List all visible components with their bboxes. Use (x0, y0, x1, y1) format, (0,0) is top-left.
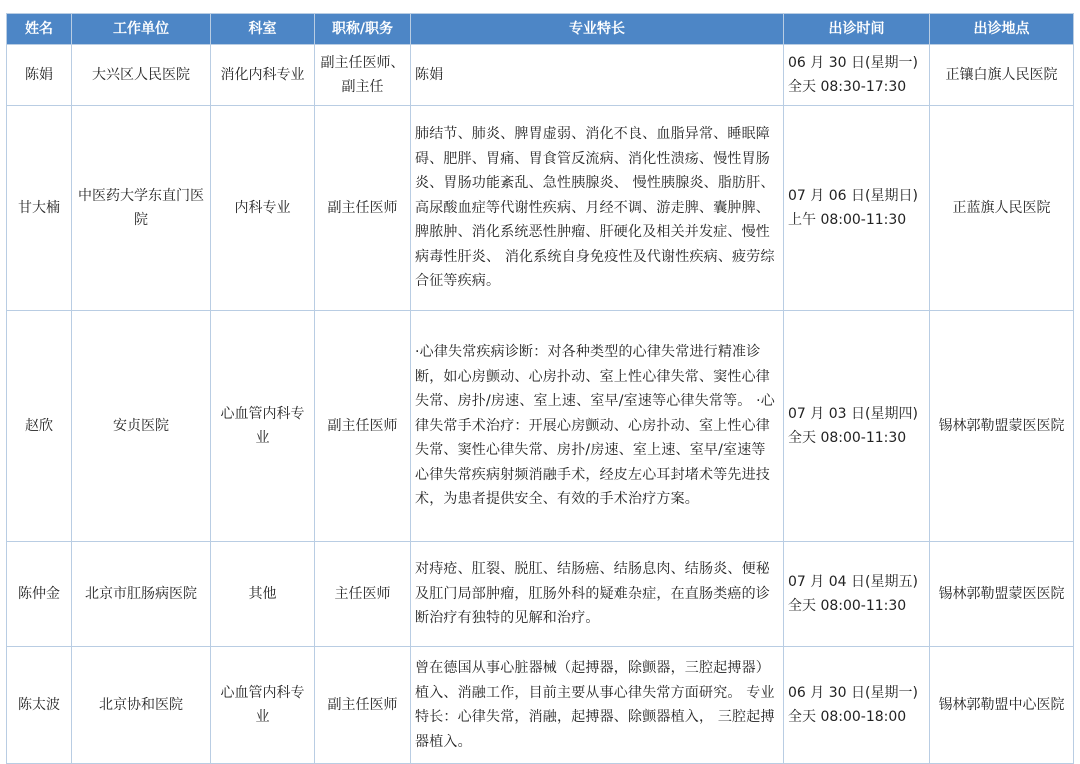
cell-hours: 全天 08:00-11:30 (788, 430, 907, 446)
cell-dept: 内科专业 (211, 106, 315, 311)
cell-hours: 全天 08:00-18:00 (788, 709, 907, 725)
cell-unit: 大兴区人民医院 (72, 45, 211, 106)
cell-hours: 全天 08:00-11:30 (788, 598, 907, 614)
cell-unit: 北京市肛肠病医院 (72, 542, 211, 647)
cell-unit: 中医药大学东直门医院 (72, 106, 211, 311)
cell-time (784, 311, 930, 542)
cell-title: 副主任医师 (315, 647, 411, 764)
header-dept: 科室 (211, 14, 315, 45)
cell-location: 正镶白旗人民医院 (930, 45, 1074, 106)
cell-unit: 北京协和医院 (72, 647, 211, 764)
cell-name: 赵欣 (7, 311, 72, 542)
header-unit: 工作单位 (72, 14, 211, 45)
header-title: 职称/职务 (315, 14, 411, 45)
cell-hours: 上午 08:00-11:30 (788, 212, 907, 228)
cell-specialty: 对痔疮、肛裂、脱肛、结肠癌、结肠息肉、结肠炎、便秘及肛门局部肿瘤，肛肠外科的疑难杂症，在直肠类癌的诊断治疗有独特的见解和治疗。 (411, 542, 784, 647)
cell-time (784, 106, 930, 311)
cell-location: 锡林郭勒盟中心医院 (930, 647, 1074, 764)
header-specialty: 专业特长 (411, 14, 784, 45)
cell-name: 甘大楠 (7, 106, 72, 311)
cell-dept: 心血管内科专业 (211, 311, 315, 542)
cell-name: 陈仲金 (7, 542, 72, 647)
cell-date: 06 月 30 日(星期一) (788, 54, 918, 71)
cell-specialty: 曾在德国从事心脏器械（起搏器，除颤器，三腔起搏器）植入、消融工作，目前主要从事心律失常方面研究。 专业特长：心律失常，消融，起搏器、除颤器植入， 三腔起搏器植入。 (411, 647, 784, 764)
cell-unit: 安贞医院 (72, 311, 211, 542)
cell-dept: 消化内科专业 (211, 45, 315, 106)
cell-dept: 心血管内科专业 (211, 647, 315, 764)
cell-location: 正蓝旗人民医院 (930, 106, 1074, 311)
cell-specialty: ·心律失常疾病诊断：对各种类型的心律失常进行精准诊断，如心房颤动、心房扑动、室上性心律失常、窦性心律失常、房扑/房速、室上速、室早/室速等心律失常等。 ·心律失常手术治疗：开展心房颤动、心房扑动、室上性心律失常、窦性心律失常、房扑/房速、室上速、室早/室速等心律失常疾病射频消融手术，经皮左心耳封堵术等先进技术，为患者提供安全、有效的手术治疗方案。 (411, 311, 784, 542)
table-row (7, 542, 1074, 647)
cell-name: 陈娟 (7, 45, 72, 106)
cell-hours: 全天 08:30-17:30 (788, 79, 907, 95)
cell-title: 副主任医师、副主任 (315, 45, 411, 106)
cell-date: 07 月 04 日(星期五) (788, 573, 918, 590)
table-row (7, 45, 1074, 106)
cell-title: 主任医师 (315, 542, 411, 647)
cell-time (784, 45, 930, 106)
table-row (7, 647, 1074, 764)
header-time: 出诊时间 (784, 14, 930, 45)
cell-location: 锡林郭勒盟蒙医医院 (930, 542, 1074, 647)
cell-time (784, 542, 930, 647)
cell-title: 副主任医师 (315, 106, 411, 311)
schedule-table-container (6, 13, 1073, 764)
cell-date: 07 月 06 日(星期日) (788, 187, 918, 204)
doctor-schedule-table (6, 13, 1074, 764)
cell-dept: 其他 (211, 542, 315, 647)
cell-specialty: 肺结节、肺炎、脾胃虚弱、消化不良、血脂异常、睡眠障碍、肥胖、胃痛、胃食管反流病、消化性溃疡、慢性胃肠炎、胃肠功能紊乱、急性胰腺炎、 慢性胰腺炎、脂肪肝、高尿酸血症等代谢性疾病、月经不调、游走脾、囊肿脾、 脾脓肿、消化系统恶性肿瘤、肝硬化及相关并发症、慢性病毒性肝炎、 消化系统自身免疫性及代谢性疾病、疲劳综合征等疾病。 (411, 106, 784, 311)
table-row (7, 106, 1074, 311)
table-row (7, 311, 1074, 542)
header-row (7, 14, 1074, 45)
cell-specialty: 陈娟 (411, 45, 784, 106)
cell-title: 副主任医师 (315, 311, 411, 542)
cell-name: 陈太波 (7, 647, 72, 764)
header-location: 出诊地点 (930, 14, 1074, 45)
header-name: 姓名 (7, 14, 72, 45)
cell-date: 06 月 30 日(星期一) (788, 684, 918, 701)
cell-location: 锡林郭勒盟蒙医医院 (930, 311, 1074, 542)
cell-date: 07 月 03 日(星期四) (788, 405, 918, 422)
cell-time (784, 647, 930, 764)
